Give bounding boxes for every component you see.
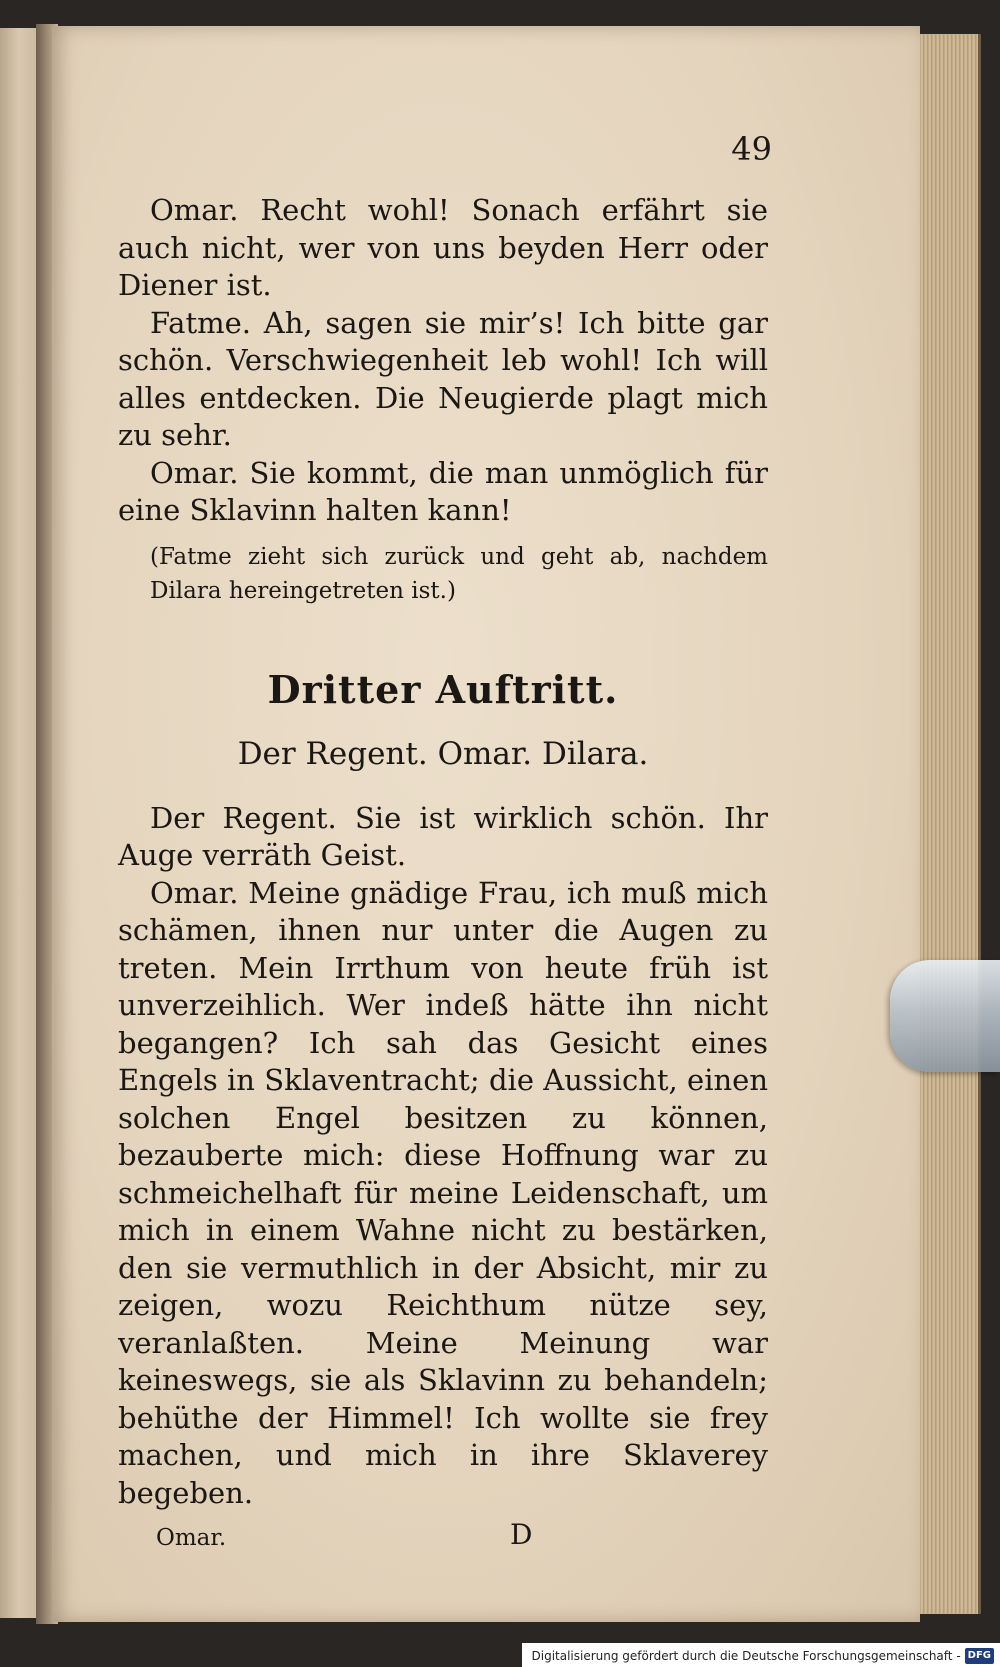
scene-heading: Dritter Auftritt.	[267, 666, 619, 712]
digitization-credit	[522, 1643, 1000, 1667]
dialogue-omar-3: Omar. Meine gnädige Frau, ich muß mich schämen, ihnen nur unter die Augen zu treten. Mein Irrthum von heute früh ist unverzeihlich. Wer indeß hätte ihn nicht begangen? Ich sah das Gesicht eines Engels in Sklaventracht; die Aussicht, einen solchen Engel besitzen zu können, bezauberte mich: diese Hoffnung war zu schmeichelhaft für meine Leidenschaft, um mich in einem Wahne nicht zu bestärken, den sie vermuthlich in der Absicht, mir zu zeigen, wozu Reichthum nütze sey, veranlaßten. Meine Meinung war keineswegs, sie als Sklavinn zu behandeln; behüthe der Himmel! Ich wollte sie frey machen, und mich in ihre Sklaverey begeben.	[118, 875, 768, 1510]
page-foot	[118, 1516, 768, 1552]
page-text	[118, 120, 768, 1552]
signature-mark: D	[510, 1518, 533, 1551]
dialogue-regent: Der Regent. Sie ist wirklich schön. Ihr Auge verräth Geist.	[118, 800, 768, 872]
catchword: Omar.	[156, 1525, 227, 1551]
page-fore-edge	[920, 34, 981, 1614]
stage-direction: (Fatme zieht sich zurück und geht ab, nachdem Dilara hereingetreten ist.)	[150, 543, 768, 604]
scene-cast: Der Regent. Omar. Dilara.	[237, 735, 649, 772]
credit-text: Digitalisierung gefördert durch die Deutsche Forschungsgemeinschaft -	[531, 1649, 961, 1663]
page-clip	[890, 960, 1000, 1072]
dialogue-omar-1: Omar. Recht wohl! Sonach erfährt sie auch nicht, wer von uns beyden Herr oder Diener ist.	[118, 193, 768, 302]
dfg-logo-icon: DFG	[965, 1648, 994, 1664]
dialogue-omar-2: Omar. Sie kommt, die man unmöglich für eine Sklavinn halten kann!	[118, 455, 768, 527]
page-number: 49	[731, 130, 772, 168]
dialogue-fatme: Fatme. Ah, sagen sie mir’s! Ich bitte gar schön. Verschwiegenheit leb wohl! Ich will alles entdecken. Die Neugierde plagt mich zu sehr.	[118, 305, 768, 452]
